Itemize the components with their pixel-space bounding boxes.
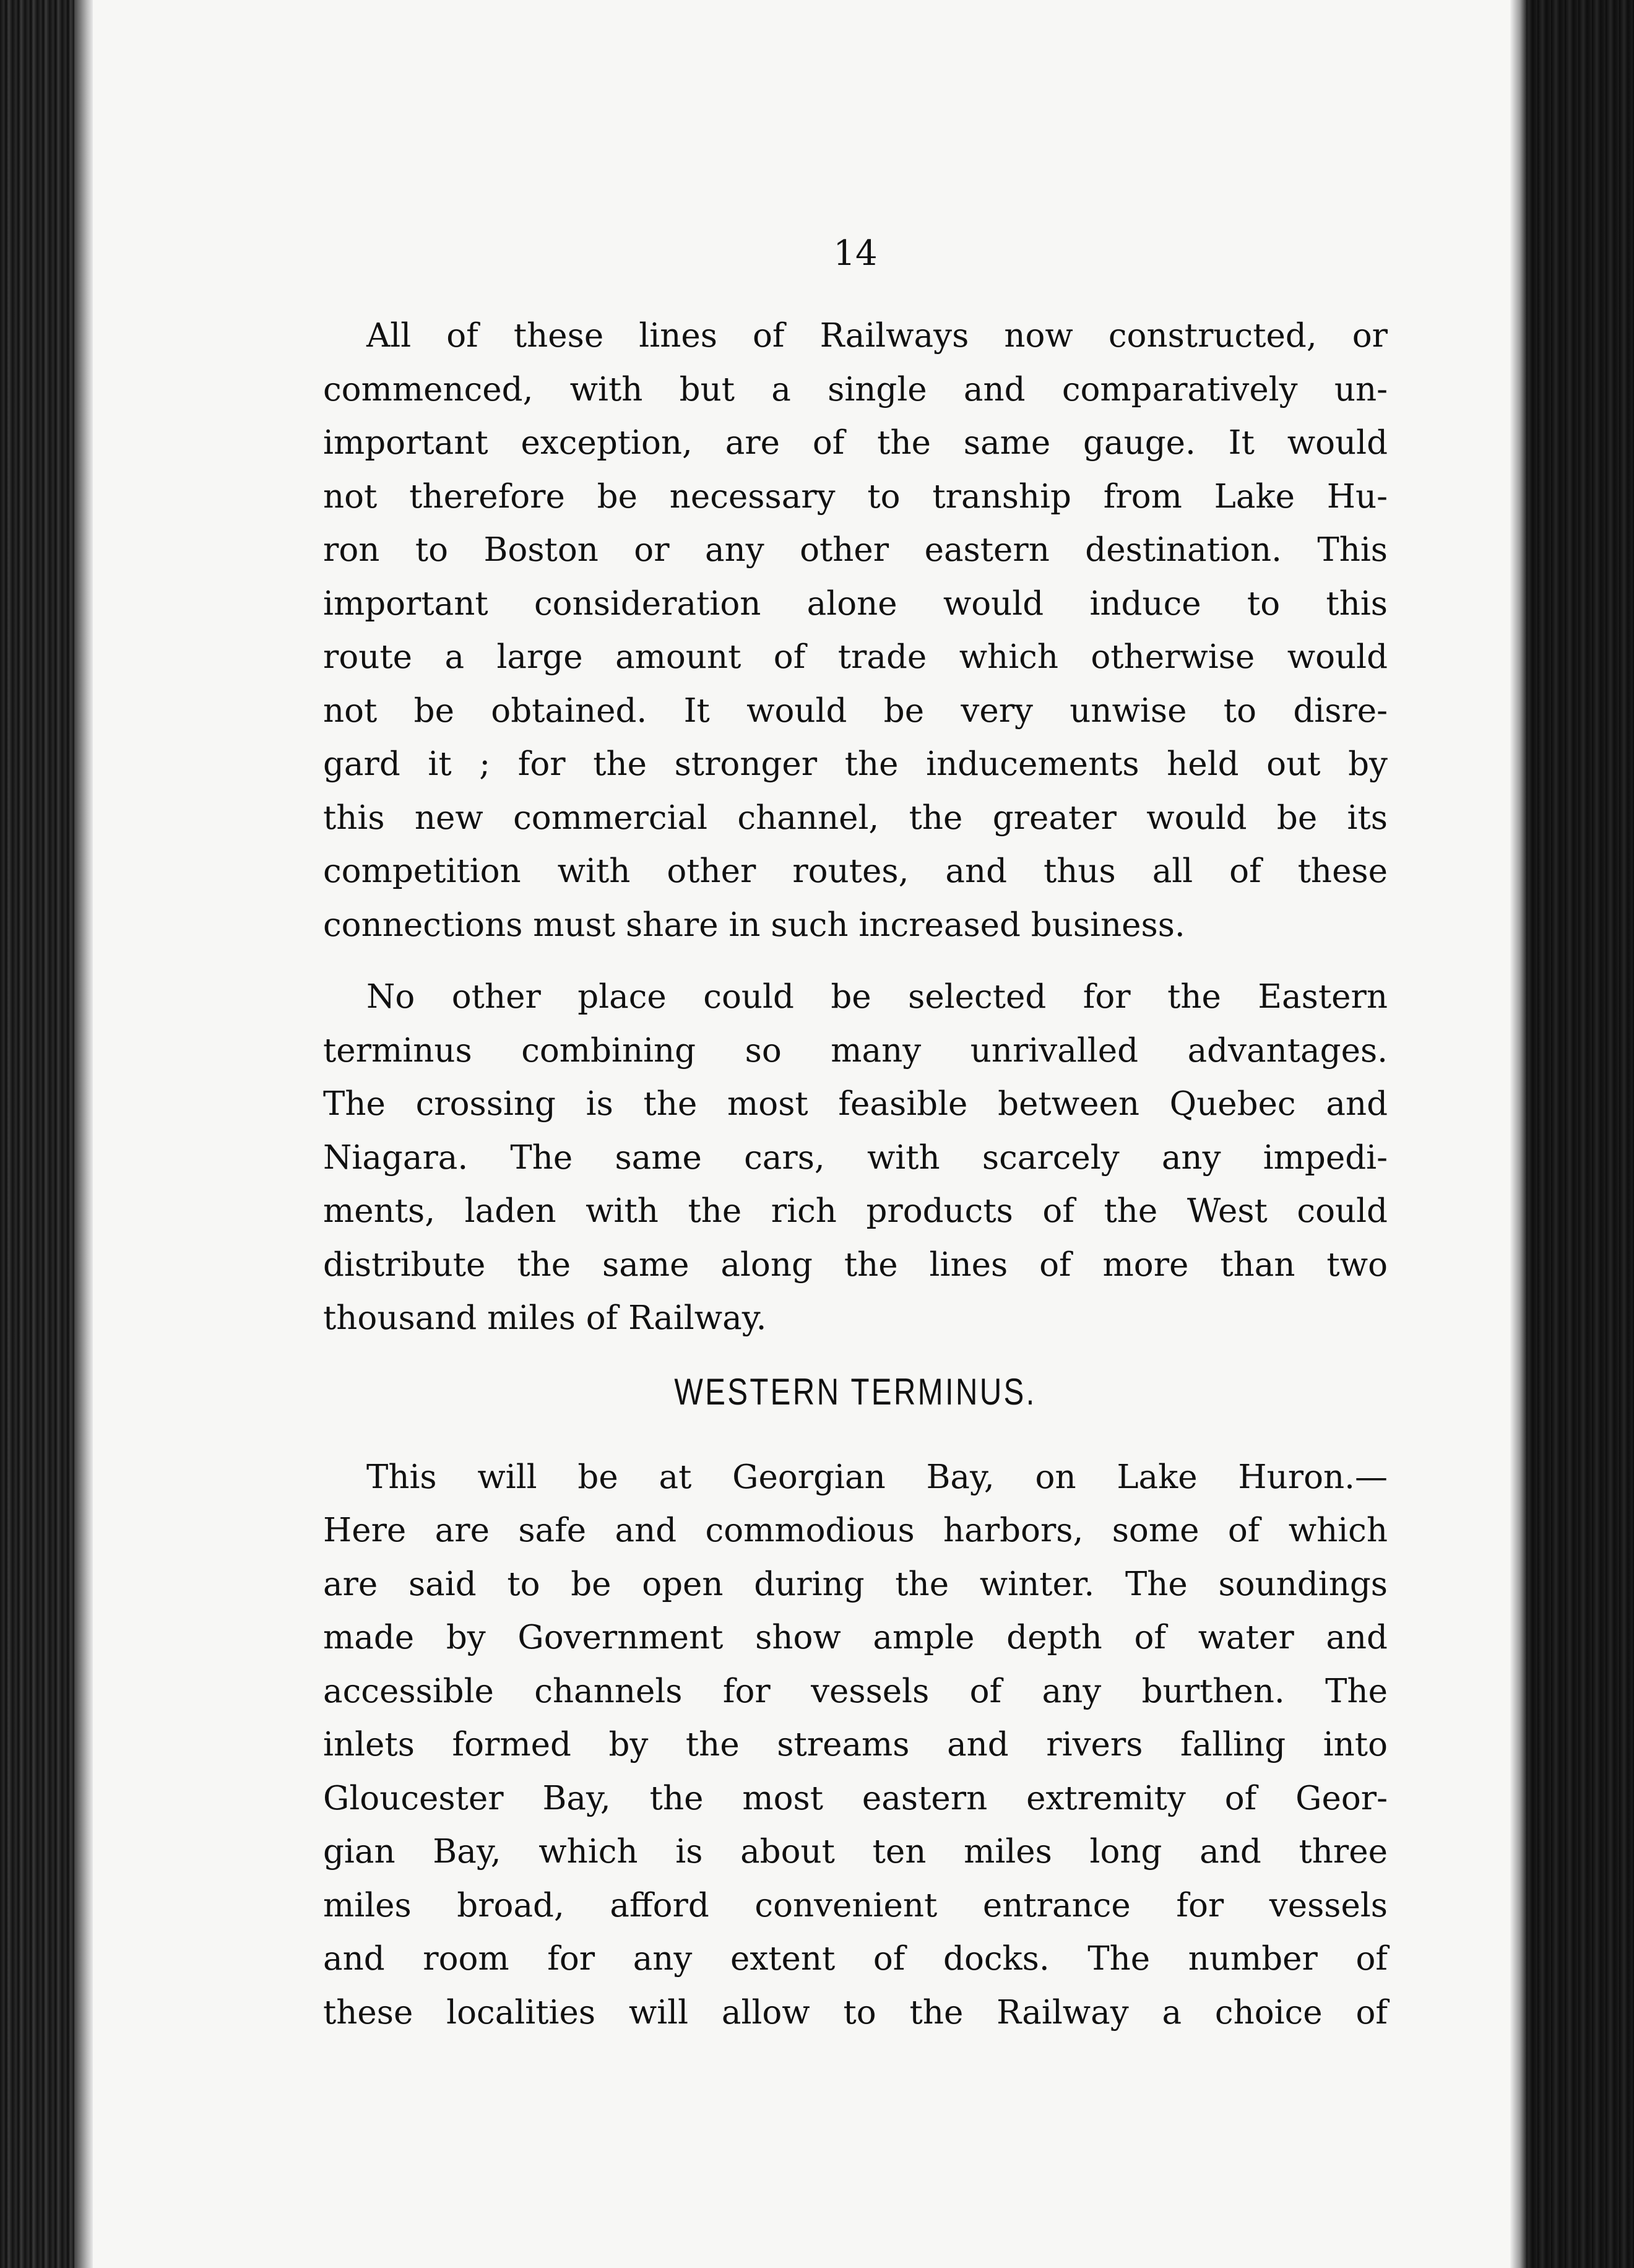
text-line: commenced, with but a single and comparatively un-: [323, 370, 1388, 409]
text-line: ron to Boston or any other eastern destination. This: [323, 531, 1388, 569]
text-line: distribute the same along the lines of more than two: [323, 1245, 1388, 1284]
paragraph-gap: [323, 952, 1388, 971]
text-line: and room for any extent of docks. The number of: [323, 1940, 1388, 1978]
text-line: this new commercial channel, the greater would be its: [323, 799, 1388, 837]
text-line: accessible channels for vessels of any burthen. The: [323, 1672, 1388, 1710]
paragraph-eastern-terminus: [323, 971, 1388, 1346]
text-line: gard it ; for the stronger the inducements held out by: [323, 745, 1388, 783]
text-line: route a large amount of trade which otherwise would: [323, 638, 1388, 676]
text-line: thousand miles of Railway.: [323, 1299, 767, 1337]
left-binding-edge: [0, 0, 93, 2268]
paragraph-railway-gauge: [323, 309, 1388, 952]
right-page-stack: [1510, 0, 1634, 2268]
text-line: The crossing is the most feasible between Quebec and: [323, 1085, 1388, 1123]
text-line: gian Bay, which is about ten miles long and three: [323, 1833, 1388, 1871]
text-line: competition with other routes, and thus all of these: [323, 852, 1388, 890]
text-line: these localities will allow to the Railway a choice of: [323, 1993, 1388, 2032]
text-line: This will be at Georgian Bay, on Lake Huron.—: [366, 1458, 1388, 1496]
text-line: Gloucester Bay, the most eastern extremity of Geor-: [323, 1779, 1388, 1817]
text-line: not be obtained. It would be very unwise to disre-: [323, 691, 1388, 730]
paragraph-western-terminus: [323, 1451, 1388, 2040]
text-line: Niagara. The same cars, with scarcely any impedi-: [323, 1138, 1388, 1177]
text-line: important exception, are of the same gauge. It would: [323, 424, 1388, 462]
text-line: terminus combining so many unrivalled advantages.: [323, 1031, 1388, 1070]
text-line: made by Government show ample depth of water and: [323, 1619, 1388, 1656]
text-line: important consideration alone would induce to this: [323, 584, 1388, 623]
section-heading: WESTERN TERMINUS.: [674, 1370, 1037, 1413]
page-number: 14: [833, 233, 878, 274]
text-line: inlets formed by the streams and rivers falling into: [323, 1726, 1388, 1764]
text-line: No other place could be selected for the Eastern: [366, 978, 1388, 1016]
page-content: [323, 223, 1388, 2040]
text-line: connections must share in such increased business.: [323, 906, 1185, 944]
book-page: [93, 0, 1510, 2268]
text-line: Here are safe and commodious harbors, some of which: [323, 1512, 1388, 1549]
text-line: All of these lines of Railways now constructed, or: [366, 317, 1388, 355]
text-line: miles broad, afford convenient entrance for vessels: [323, 1886, 1388, 1924]
text-line: not therefore be necessary to tranship from Lake Hu-: [323, 477, 1388, 516]
text-line: ments, laden with the rich products of the West could: [323, 1192, 1388, 1230]
text-line: are said to be open during the winter. The soundings: [323, 1565, 1388, 1603]
